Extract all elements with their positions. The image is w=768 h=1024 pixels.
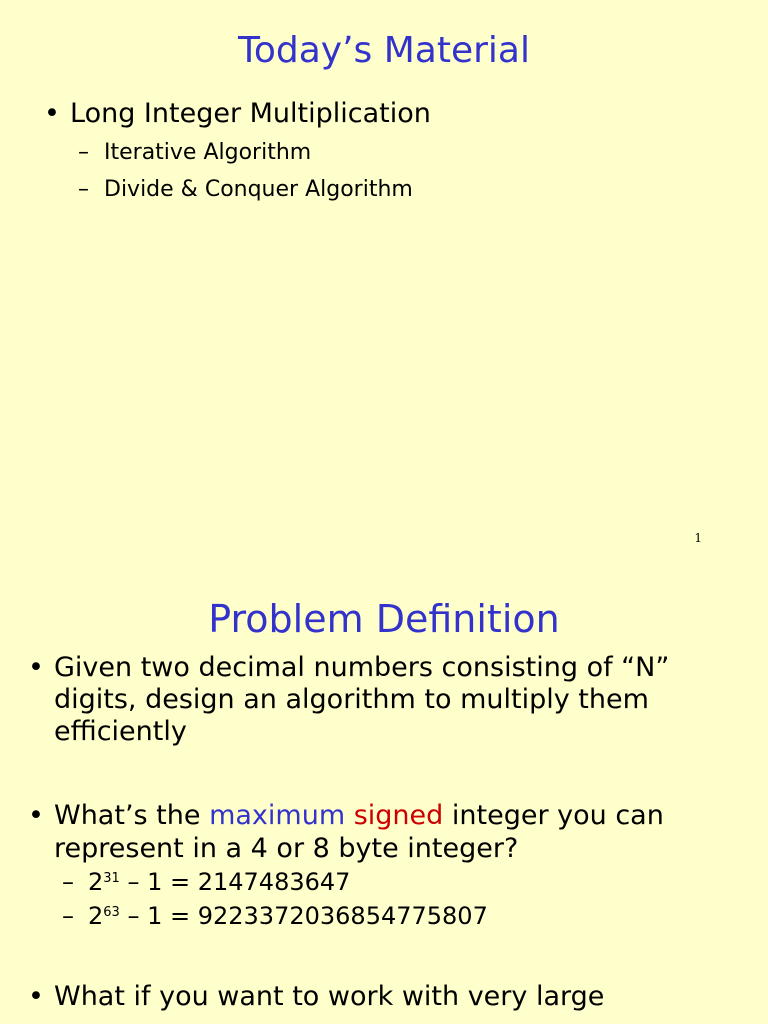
- sub-text: [88, 902, 488, 930]
- bullet-text: Long Integer Multiplication: [70, 98, 431, 129]
- sub-item: [62, 868, 350, 896]
- bullet-text: [54, 799, 664, 865]
- sub-text: Divide & Conquer Algorithm: [104, 177, 413, 202]
- highlight-signed: signed: [353, 800, 444, 831]
- bullet-line: represent in a 4 or 8 byte integer?: [54, 833, 519, 864]
- bullet-item: [28, 652, 669, 748]
- slide-2: [0, 562, 768, 1024]
- bullet-icon: •: [28, 981, 44, 1012]
- bullet-icon: •: [28, 800, 44, 831]
- bullet-item: [44, 98, 431, 129]
- sub-item: [78, 177, 413, 202]
- bullet-line: efficiently: [54, 716, 187, 747]
- page-number: 1: [694, 531, 702, 545]
- bullet-line: digits, design an algorithm to multiply them: [54, 684, 649, 715]
- text-segment: What’s the: [54, 800, 210, 831]
- bullet-text: [54, 652, 669, 748]
- sub-item: [78, 140, 311, 165]
- highlight-maximum: maximum: [209, 800, 346, 831]
- dash-icon: –: [78, 140, 89, 165]
- bullet-item: [28, 799, 664, 865]
- bullet-icon: •: [28, 652, 44, 683]
- text-segment: integer you can: [443, 800, 664, 831]
- power-exponent: 63: [103, 905, 120, 920]
- dash-icon: –: [78, 177, 89, 202]
- power-exponent: 31: [103, 871, 120, 886]
- sub-item: [62, 902, 488, 930]
- bullet-icon: •: [44, 98, 60, 129]
- power-base: 2: [88, 868, 104, 896]
- bullet-text: What if you want to work with very large: [54, 981, 605, 1012]
- dash-icon: –: [62, 868, 74, 896]
- dash-icon: –: [62, 902, 74, 930]
- sub-text: [88, 868, 350, 896]
- power-rest: – 1 = 9223372036854775807: [119, 902, 488, 930]
- slide-title: Today’s Material: [237, 30, 530, 71]
- bullet-line: Given two decimal numbers consisting of “N”: [54, 652, 670, 683]
- bullet-item: [28, 981, 604, 1012]
- slide-title: Problem Definition: [208, 597, 560, 641]
- sub-text: Iterative Algorithm: [104, 140, 312, 165]
- power-base: 2: [88, 902, 104, 930]
- power-rest: – 1 = 2147483647: [119, 868, 351, 896]
